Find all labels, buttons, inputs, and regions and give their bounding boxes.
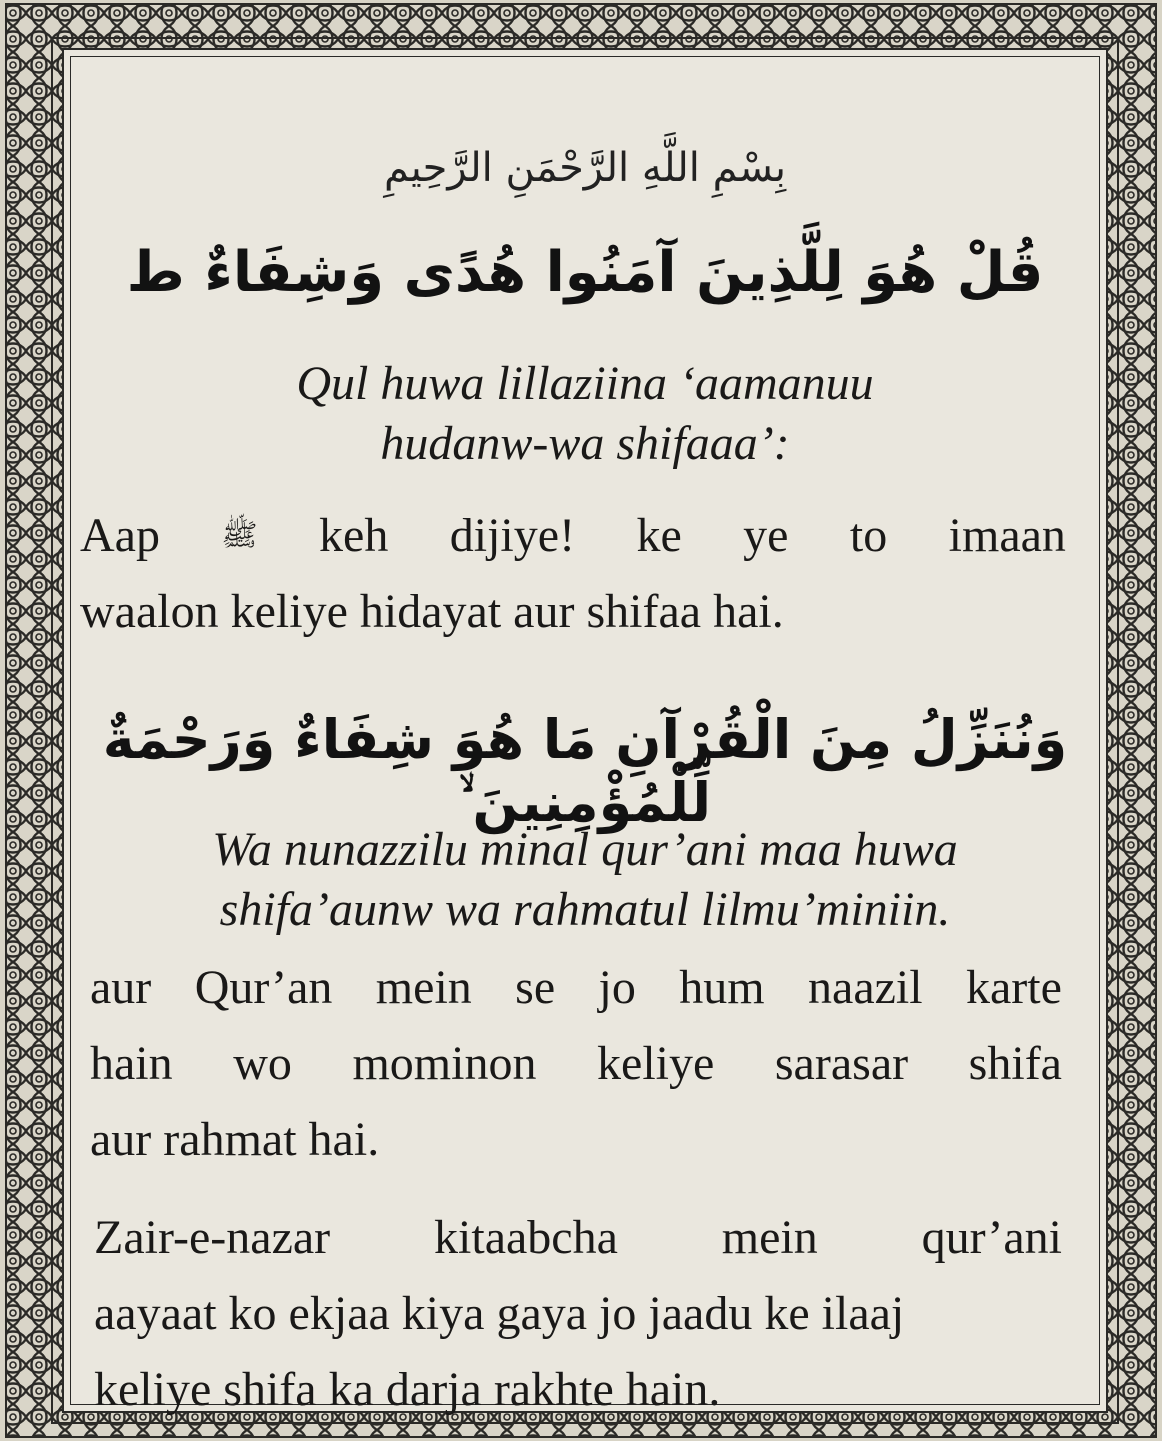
verse2-translation bbox=[90, 950, 1062, 1178]
salawat-symbol: ﷺ bbox=[221, 518, 258, 553]
verse1-translation bbox=[80, 498, 1066, 650]
verse1-arabic: قُلْ هُوَ لِلَّذِينَ آمَنُوا هُدًى وَشِفَاءٌ ط bbox=[126, 240, 1044, 305]
verse2-translit-line: Wa nunazzilu minal qur’ani maa huwa bbox=[212, 823, 958, 876]
closing-paragraph bbox=[94, 1200, 1062, 1428]
verse2-translit-line: shifa’aunw wa rahmatul lilmu’miniin. bbox=[219, 883, 951, 936]
verse2-transliteration bbox=[64, 820, 1106, 940]
closing-line: keliye shifa ka darja rakhte hain. bbox=[94, 1363, 721, 1416]
word: kitaabcha bbox=[434, 1211, 618, 1264]
word: keliye bbox=[597, 1037, 715, 1090]
closing-line: aayaat ko ekjaa kiya gaya jo jaadu ke ilaaj bbox=[94, 1287, 905, 1340]
word: ye bbox=[743, 509, 789, 562]
verse2-translation-line bbox=[90, 950, 1062, 1026]
word: dijiye! bbox=[449, 509, 576, 562]
word: Qur’an bbox=[194, 961, 333, 1014]
word: Zair-e-nazar bbox=[94, 1211, 331, 1264]
verse2-arabic: وَنُنَزِّلُ مِنَ الْقُرْآنِ مَا هُوَ شِفَاءٌ وَرَحْمَةٌ لِّلْمُؤْمِنِينَ ۙ bbox=[102, 708, 1068, 834]
word: sarasar bbox=[774, 1037, 909, 1090]
word: hum bbox=[679, 961, 765, 1014]
verse2-translation-line: aur rahmat hai. bbox=[90, 1113, 380, 1166]
word: Aap bbox=[80, 509, 160, 562]
word: shifa bbox=[968, 1037, 1062, 1090]
word: jo bbox=[598, 961, 636, 1014]
word: mominon bbox=[352, 1037, 537, 1090]
verse1-translation-line bbox=[80, 498, 1066, 574]
word: naazil bbox=[808, 961, 923, 1014]
word: hain bbox=[90, 1037, 173, 1090]
word: mein bbox=[375, 961, 472, 1014]
word: to bbox=[849, 509, 888, 562]
word: wo bbox=[233, 1037, 292, 1090]
verse1-transliteration bbox=[64, 354, 1106, 474]
word: se bbox=[515, 961, 556, 1014]
closing-line bbox=[94, 1200, 1062, 1276]
word: ke bbox=[636, 509, 682, 562]
page-panel bbox=[62, 48, 1108, 1416]
verse1-translation-line: waalon keliye hidayat aur shifaa hai. bbox=[80, 585, 784, 638]
word: karte bbox=[966, 961, 1062, 1014]
verse1-translit-line: Qul huwa lillaziina ‘aamanuu bbox=[296, 357, 874, 410]
word: qur’ani bbox=[921, 1211, 1062, 1264]
bismillah-calligraphy: بِسْمِ اللَّهِ الرَّحْمَنِ الرَّحِيمِ bbox=[383, 145, 787, 191]
verse1-translit-line: hudanw-wa shifaaa’: bbox=[380, 417, 790, 470]
word: aur bbox=[90, 961, 152, 1014]
word: imaan bbox=[948, 509, 1066, 562]
word: mein bbox=[721, 1211, 818, 1264]
verse2-translation-line bbox=[90, 1026, 1062, 1102]
word: keh bbox=[319, 509, 389, 562]
